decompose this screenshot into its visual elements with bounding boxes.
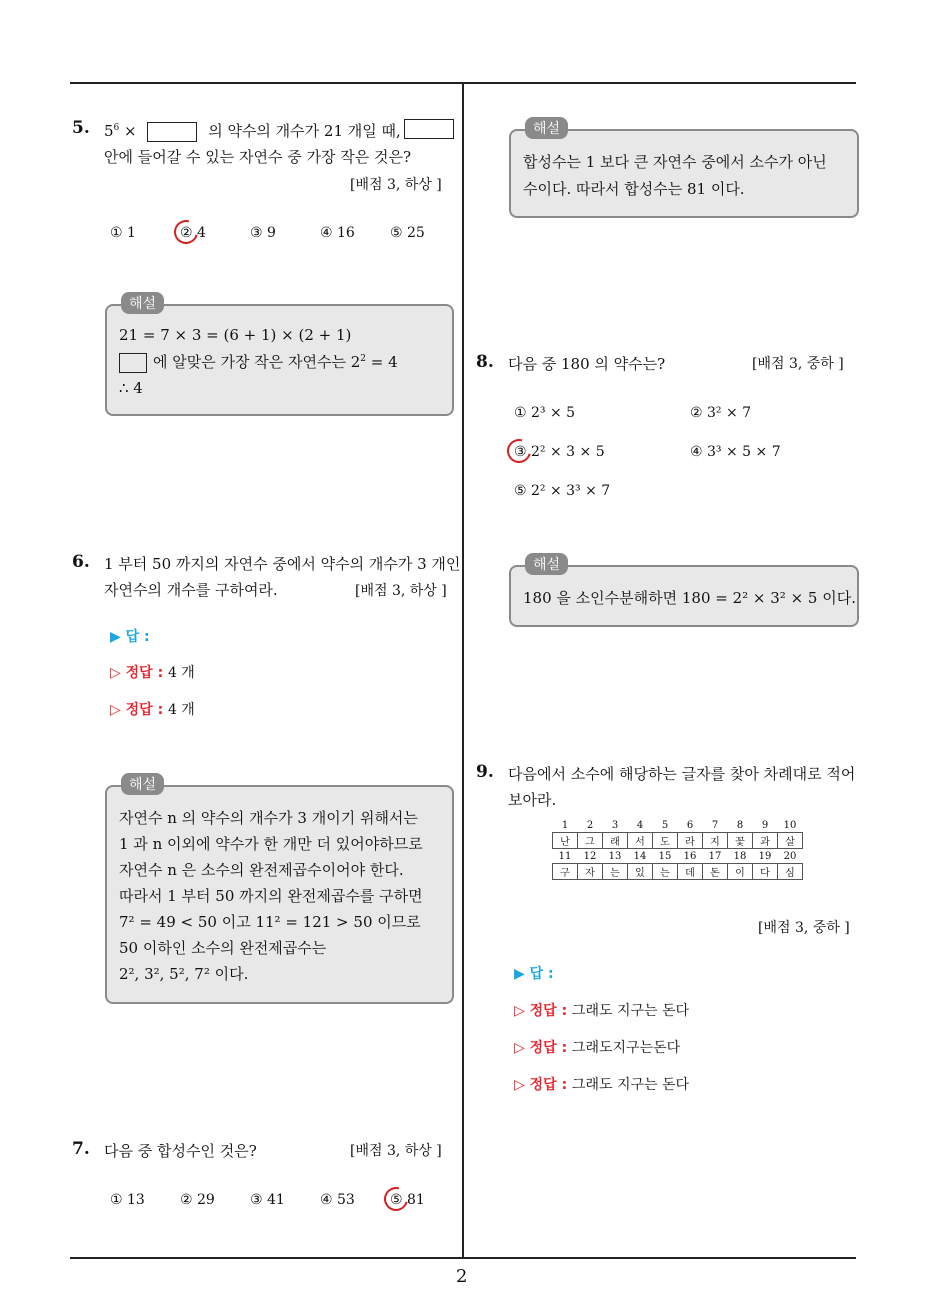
q9-char: 심 (778, 864, 803, 880)
q9-num: 19 (758, 850, 772, 862)
q9-char: 살 (778, 833, 803, 849)
q9-score: [배점 3, 중하 ] (758, 920, 850, 936)
q7-explanation-box (509, 121, 859, 218)
q5-choice-3[interactable]: ③ 9 (250, 225, 276, 241)
q8-score: [배점 3, 중하 ] (752, 356, 844, 372)
q5-number: 5. (72, 118, 90, 138)
q5-answer-mark (170, 216, 203, 249)
q6-correct-row-1 (110, 662, 195, 682)
q5-base: 5 (104, 122, 114, 140)
q9-num: 5 (661, 819, 669, 831)
q9-char: 는 (603, 864, 628, 880)
q5-choice-2[interactable]: ② 4 (180, 225, 206, 241)
q9-char: 과 (753, 833, 778, 849)
q9-answer-label: ▶ 답 : (514, 966, 554, 982)
q5-choice-1[interactable]: ① 1 (110, 225, 136, 241)
column-divider (462, 82, 464, 1258)
q9-num: 8 (736, 819, 744, 831)
q9-num: 11 (558, 850, 572, 862)
page-number: 2 (456, 1266, 468, 1287)
q8-choice-5[interactable]: ⑤ 2² × 3³ × 7 (514, 483, 611, 499)
q7-choice-4[interactable]: ④ 53 (320, 1192, 355, 1208)
q6-correct-row-2 (110, 699, 195, 719)
q9-char: 돈 (703, 864, 728, 880)
q6-explanation-box (105, 777, 454, 1004)
q5-exp-blank-box (119, 353, 147, 373)
q6-number: 6. (72, 552, 90, 572)
q9-correct-row-3 (514, 1074, 689, 1094)
q9-char: 자 (578, 864, 603, 880)
q9-num: 7 (711, 819, 719, 831)
q9-table-char-row-2 (553, 864, 803, 880)
q8-explanation-tab: 해설 (525, 553, 568, 575)
q6-answer-label: ▶ 답 : (110, 629, 150, 645)
q9-num: 16 (683, 850, 697, 862)
q6-correct-value-1: 4 개 (167, 665, 195, 681)
q7-choice-2[interactable]: ② 29 (180, 1192, 215, 1208)
q5-line1-text: 의 약수의 개수가 21 개일 때, (208, 122, 401, 140)
q9-table-number-row-1 (553, 818, 803, 833)
q9-char: 구 (553, 864, 578, 880)
q5-exp-line1: 21 = 7 × 3 = (6 + 1) × (2 + 1) (119, 326, 352, 344)
q6-score: [배점 3, 하상 ] (355, 583, 447, 599)
q9-correct-label-1: ▷ 정답 : (514, 1003, 568, 1019)
q5-explanation-box (105, 296, 454, 416)
q9-correct-label-3: ▷ 정답 : (514, 1077, 568, 1093)
q9-correct-value-1: 그래도 지구는 돈다 (571, 1003, 690, 1019)
q5-exp-line2-exp: 2 (360, 354, 366, 364)
q9-char: 는 (653, 864, 678, 880)
q9-char: 서 (628, 833, 653, 849)
q5-explanation-tab: 해설 (121, 292, 164, 314)
q6-correct-value-2: 4 개 (167, 702, 195, 718)
q6-line2: 자연수의 개수를 구하여라. (104, 581, 278, 599)
q5-line2: 안에 들어갈 수 있는 자연수 중 가장 작은 것은? (104, 148, 412, 166)
q9-num: 12 (583, 850, 597, 862)
q9-char: 있 (628, 864, 653, 880)
q9-correct-row-2 (514, 1037, 680, 1057)
q8-explanation-box (509, 557, 859, 627)
q7-line1: 다음 중 합성수인 것은? (104, 1142, 257, 1160)
q9-num: 13 (608, 850, 622, 862)
q9-num: 15 (658, 850, 672, 862)
q7-answer-mark (380, 1183, 413, 1216)
q6-explanation-tab: 해설 (121, 773, 164, 795)
q9-char: 꽃 (728, 833, 753, 849)
q8-answer-mark (503, 435, 536, 468)
q6-exp-line7: 2², 3², 5², 7² 이다. (119, 965, 249, 983)
q9-num: 4 (636, 819, 644, 831)
q9-char: 이 (728, 864, 753, 880)
q7-score: [배점 3, 하상 ] (350, 1143, 442, 1159)
q9-char: 래 (603, 833, 628, 849)
q7-choice-5[interactable]: ⑤ 81 (390, 1192, 425, 1208)
q5-exp-line2 (119, 351, 398, 373)
q9-number: 9. (476, 762, 494, 782)
q7-choice-3[interactable]: ③ 41 (250, 1192, 285, 1208)
q8-number: 8. (476, 352, 494, 372)
q5-choice-5[interactable]: ⑤ 25 (390, 225, 425, 241)
q6-correct-label-2: ▷ 정답 : (110, 702, 164, 718)
q5-choice-4[interactable]: ④ 16 (320, 225, 355, 241)
q9-num: 2 (586, 819, 594, 831)
q7-explanation-tab: 해설 (525, 117, 568, 139)
q9-char: 그 (578, 833, 603, 849)
q9-num: 18 (733, 850, 747, 862)
q9-correct-value-2: 그래도지구는돈다 (571, 1040, 681, 1056)
q8-choice-1[interactable]: ① 2³ × 5 (514, 405, 576, 421)
q9-char: 난 (553, 833, 578, 849)
q9-num: 1 (561, 819, 569, 831)
q9-line1: 다음에서 소수에 해당하는 글자를 찾아 차례대로 적어 (508, 765, 856, 783)
q9-num: 10 (783, 819, 797, 831)
q9-num: 17 (708, 850, 722, 862)
q9-char: 데 (678, 864, 703, 880)
q9-correct-label-2: ▷ 정답 : (514, 1040, 568, 1056)
q5-exp-line3: ∴ 4 (119, 379, 143, 397)
q5-line1 (104, 120, 401, 142)
q9-correct-value-3: 그래도 지구는 돈다 (571, 1077, 690, 1093)
q9-char: 다 (753, 864, 778, 880)
q9-num: 14 (633, 850, 647, 862)
q9-char: 도 (653, 833, 678, 849)
q9-correct-row-1 (514, 1000, 689, 1020)
q5-exp-line2-text: 에 알맞은 가장 작은 자연수는 2 (153, 353, 361, 371)
q9-num: 3 (611, 819, 619, 831)
q9-line2: 보아라. (508, 791, 557, 809)
q6-correct-label-1: ▷ 정답 : (110, 665, 164, 681)
q6-line1: 1 부터 50 까지의 자연수 중에서 약수의 개수가 3 개인 (104, 555, 461, 573)
q5-times: × (119, 122, 137, 140)
q6-exp-line4: 따라서 1 부터 50 까지의 완전제곱수를 구하면 (119, 887, 423, 905)
q7-number: 7. (72, 1139, 90, 1159)
q9-num: 6 (686, 819, 694, 831)
q6-exp-line1: 자연수 n 의 약수의 개수가 3 개이기 위해서는 (119, 809, 418, 827)
q9-table-char-row-1 (553, 833, 803, 849)
q9-num: 9 (761, 819, 769, 831)
q6-exp-line6: 50 이하인 소수의 완전제곱수는 (119, 939, 327, 957)
q5-score: [배점 3, 하상 ] (350, 177, 442, 193)
q8-choice-4[interactable]: ④ 3³ × 5 × 7 (690, 444, 781, 460)
q9-char: 지 (703, 833, 728, 849)
q8-exp-line: 180 을 소인수분해하면 180 = 2² × 3² × 5 이다. (523, 589, 856, 607)
q6-exp-line2: 1 과 n 이외에 약수가 한 개만 더 있어야하므로 (119, 835, 423, 853)
q9-table-number-row-2 (553, 849, 803, 864)
q9-num: 20 (783, 850, 797, 862)
q8-line1: 다음 중 180 의 약수는? (508, 355, 666, 373)
q7-choice-1[interactable]: ① 13 (110, 1192, 145, 1208)
q5-blank-box (147, 122, 197, 142)
q5-exp-line2-tail: = 4 (366, 353, 398, 371)
q8-choice-3[interactable]: ③ 2² × 3 × 5 (514, 444, 605, 460)
q9-char: 라 (678, 833, 703, 849)
q9-letter-table (552, 818, 803, 880)
q6-exp-line3: 자연수 n 은 소수의 완전제곱수이어야 한다. (119, 861, 404, 879)
q8-choice-2[interactable]: ② 3² × 7 (690, 405, 752, 421)
q6-exp-line5: 7² = 49 < 50 이고 11² = 121 > 50 이므로 (119, 913, 421, 931)
bottom-rule (70, 1257, 856, 1259)
q7-exp-line2: 수이다. 따라서 합성수는 81 이다. (523, 180, 745, 198)
q5-blank-box-2 (404, 119, 454, 139)
q7-exp-line1: 합성수는 1 보다 큰 자연수 중에서 소수가 아닌 (523, 153, 827, 171)
q5-exponent: 6 (113, 123, 120, 133)
